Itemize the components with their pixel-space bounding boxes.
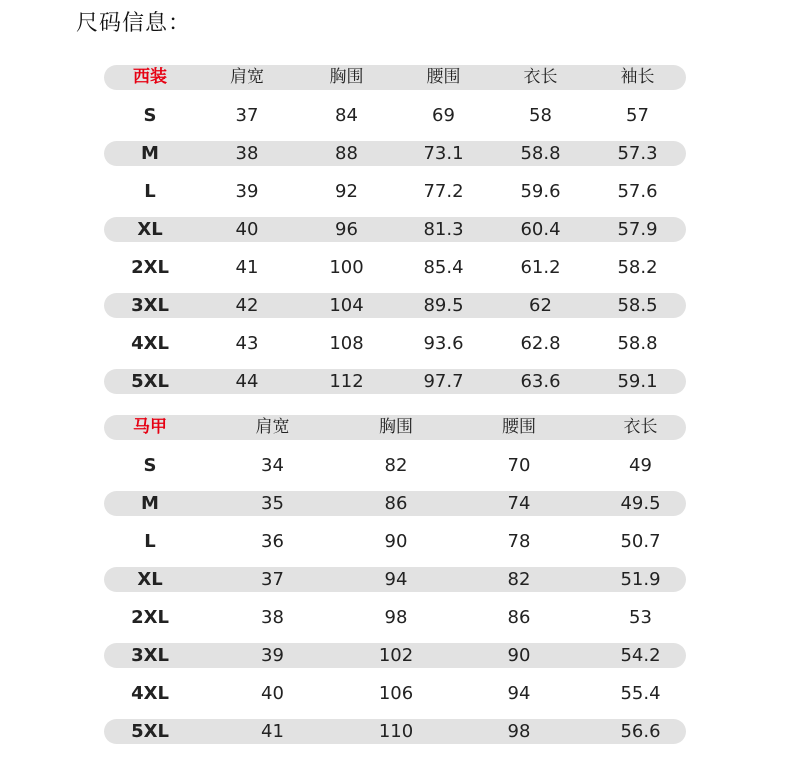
size-label: XL [137,569,163,590]
measurement-cell: 82 [384,455,408,476]
size-label: L [144,531,156,552]
measurement-cell: 37 [261,569,284,590]
table-row [104,141,686,166]
measurement-cell: 78 [507,531,531,552]
measurement-cell: 86 [507,607,531,628]
measurement-cell: 41 [235,257,259,278]
column-header: 腰围 [426,67,461,87]
size-label: XL [137,219,163,240]
measurement-cell: 57 [626,105,649,126]
table-row [104,103,686,128]
table-row [104,331,686,356]
page-title: 尺码信息： [76,11,192,36]
size-label: 4XL [131,683,169,704]
column-header: 腰围 [502,417,536,437]
measurement-cell: 36 [261,531,284,552]
column-header: 肩宽 [255,417,290,437]
measurement-cell: 58.5 [617,295,658,316]
measurement-cell: 59.6 [520,181,561,202]
size-label: 3XL [131,645,169,666]
column-header: 衣长 [523,67,558,87]
measurement-cell: 106 [378,683,414,704]
size-label: 5XL [131,721,169,742]
measurement-cell: 58.2 [617,257,658,278]
table-row [104,453,686,478]
size-label: S [143,105,157,126]
measurement-cell: 110 [378,721,414,742]
table-row [104,217,686,242]
measurement-cell: 53 [629,607,652,628]
measurement-cell: 77.2 [423,181,464,202]
suit-size-table [104,65,686,407]
table-row [104,643,686,668]
measurement-cell: 85.4 [423,257,464,278]
table-row [104,719,686,744]
measurement-cell: 100 [329,257,364,278]
column-header: 胸围 [329,67,364,87]
measurement-cell: 39 [235,181,259,202]
measurement-cell: 70 [507,455,531,476]
measurement-cell: 86 [384,493,408,514]
suit-header-row [104,65,686,90]
column-header: 衣长 [623,417,658,437]
size-label: S [143,455,157,476]
measurement-cell: 81.3 [423,219,464,240]
measurement-cell: 41 [261,721,284,742]
measurement-cell: 57.9 [617,219,658,240]
measurement-cell: 88 [335,143,358,164]
measurement-cell: 96 [335,219,358,240]
measurement-cell: 62 [529,295,552,316]
measurement-cell: 74 [507,493,531,514]
measurement-cell: 44 [235,371,259,392]
measurement-cell: 58.8 [617,333,658,354]
column-header: 袖长 [620,67,655,87]
measurement-cell: 57.6 [617,181,658,202]
measurement-cell: 39 [261,645,284,666]
table-row [104,255,686,280]
measurement-cell: 98 [507,721,531,742]
measurement-cell: 38 [235,143,259,164]
measurement-cell: 93.6 [423,333,464,354]
size-label: 5XL [131,371,169,392]
measurement-cell: 42 [235,295,259,316]
measurement-cell: 57.3 [617,143,658,164]
table-row [104,605,686,630]
table-row [104,681,686,706]
size-label: 2XL [131,257,169,278]
measurement-cell: 73.1 [423,143,464,164]
table-row [104,529,686,554]
measurement-cell: 54.2 [620,645,661,666]
measurement-cell: 92 [335,181,358,202]
measurement-cell: 49.5 [620,493,661,514]
measurement-cell: 58.8 [520,143,561,164]
vest-category-label: 马甲 [133,417,167,437]
size-label: M [141,143,159,164]
column-header: 胸围 [379,417,413,437]
measurement-cell: 97.7 [423,371,464,392]
size-label: 4XL [131,333,169,354]
measurement-cell: 40 [235,219,259,240]
measurement-cell: 35 [261,493,284,514]
table-row [104,567,686,592]
size-label: 2XL [131,607,169,628]
measurement-cell: 61.2 [520,257,561,278]
measurement-cell: 112 [329,371,364,392]
table-row [104,293,686,318]
measurement-cell: 34 [261,455,284,476]
measurement-cell: 50.7 [620,531,661,552]
table-row [104,179,686,204]
table-row [104,491,686,516]
measurement-cell: 90 [507,645,531,666]
vest-size-table [104,415,686,757]
measurement-cell: 94 [507,683,531,704]
measurement-cell: 56.6 [620,721,661,742]
suit-category-label: 西装 [133,67,167,87]
measurement-cell: 49 [629,455,652,476]
size-label: L [144,181,156,202]
measurement-cell: 43 [235,333,259,354]
measurement-cell: 90 [384,531,408,552]
size-label: M [141,493,159,514]
measurement-cell: 89.5 [423,295,464,316]
measurement-cell: 51.9 [620,569,661,590]
measurement-cell: 82 [507,569,531,590]
table-row [104,369,686,394]
size-label: 3XL [131,295,169,316]
measurement-cell: 104 [329,295,364,316]
measurement-cell: 37 [235,105,259,126]
vest-header-row [104,415,686,440]
measurement-cell: 63.6 [520,371,561,392]
measurement-cell: 55.4 [620,683,661,704]
measurement-cell: 58 [529,105,552,126]
measurement-cell: 59.1 [617,371,658,392]
measurement-cell: 102 [378,645,414,666]
measurement-cell: 69 [432,105,455,126]
measurement-cell: 40 [261,683,284,704]
measurement-cell: 108 [329,333,364,354]
column-header: 肩宽 [230,67,264,87]
measurement-cell: 38 [261,607,284,628]
measurement-cell: 84 [335,105,358,126]
measurement-cell: 98 [384,607,408,628]
measurement-cell: 60.4 [520,219,561,240]
measurement-cell: 94 [384,569,408,590]
measurement-cell: 62.8 [520,333,561,354]
